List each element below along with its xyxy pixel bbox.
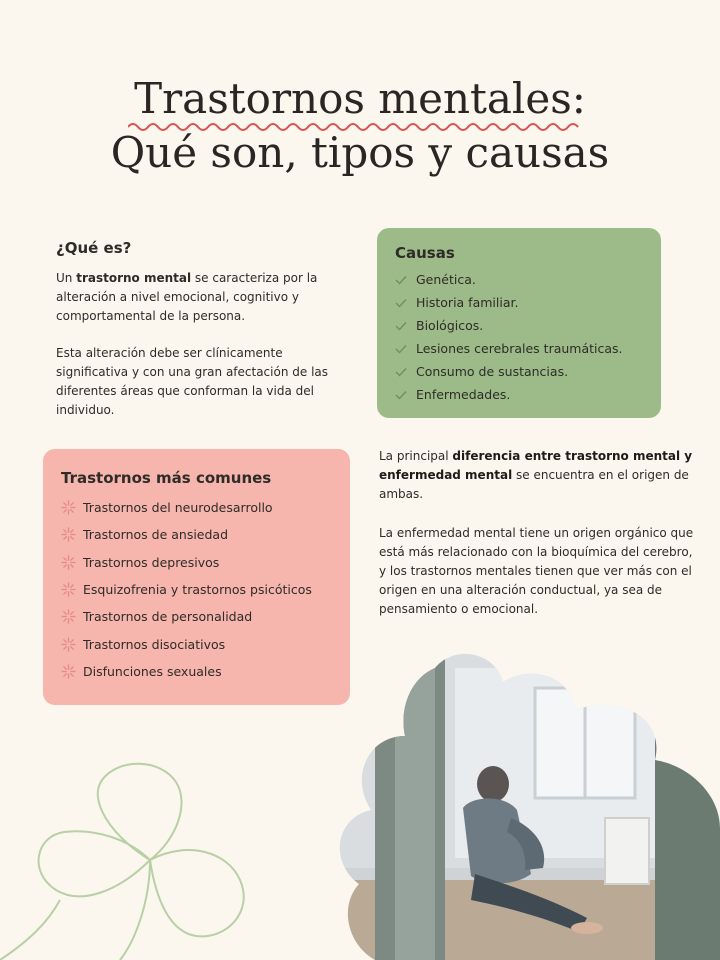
list-item: Trastornos depresivos [61,549,312,576]
list-item: Esquizofrenia y trastornos psicóticos [61,576,312,603]
sparkle-icon [61,664,76,679]
sparkle-icon [61,637,76,652]
check-icon [395,344,407,354]
check-icon [395,321,407,331]
list-item: Trastornos de personalidad [61,603,312,630]
title-line-2: Qué son, tipos y causas [110,128,610,177]
list-item: Disfunciones sexuales [61,658,312,685]
sparkle-icon [61,555,76,570]
comunes-card [43,449,350,705]
list-item: Genética. [395,268,623,291]
list-item: Consumo de sustancias. [395,360,623,383]
title-line-1: Trastornos mentales: [134,74,586,123]
list-item: Enfermedades. [395,383,623,406]
que-es-paragraph-2: Esta alteración debe ser clínicamente significativa y con una gran afectación de las diferentes áreas que conforman la vida del individuo. [56,346,329,417]
sparkle-icon [61,609,76,624]
check-icon [395,275,407,285]
list-item: Biológicos. [395,314,623,337]
wavy-underline [128,120,580,134]
diferencia-paragraph-2: La enfermedad mental tiene un origen orgánico que está más relacionado con la bioquímica del cerebro, y los trastornos mentales tienen que ver más con el origen en una alteración conductual, ya sea de pensamiento o emocional. [379,526,694,616]
sparkle-icon [61,500,76,515]
list-item: Historia familiar. [395,291,623,314]
causas-card [377,228,661,418]
flower-outline-illustration [0,740,320,960]
sparkle-icon [61,527,76,542]
diferencia-paragraph-1: La principal diferencia entre trastorno mental y enfermedad mental se encuentra en el origen de ambas. [379,449,693,501]
check-icon [395,298,407,308]
que-es-paragraph-1: Un trastorno mental se caracteriza por la alteración a nivel emocional, cognitivo y comportamental de la persona. [56,271,318,323]
comunes-heading: Trastornos más comunes [61,469,272,487]
causas-heading: Causas [395,244,455,262]
list-item: Trastornos de ansiedad [61,521,312,548]
sparkle-icon [61,582,76,597]
comunes-list [61,494,312,685]
list-item: Trastornos disociativos [61,630,312,657]
causas-list [395,268,623,406]
diferencia-section [379,447,699,639]
check-icon [395,367,407,377]
check-icon [395,390,407,400]
que-es-heading: ¿Qué es? [56,239,132,257]
list-item: Trastornos del neurodesarrollo [61,494,312,521]
person-photo [335,648,720,960]
list-item: Lesiones cerebrales traumáticas. [395,337,623,360]
que-es-section [56,239,356,438]
